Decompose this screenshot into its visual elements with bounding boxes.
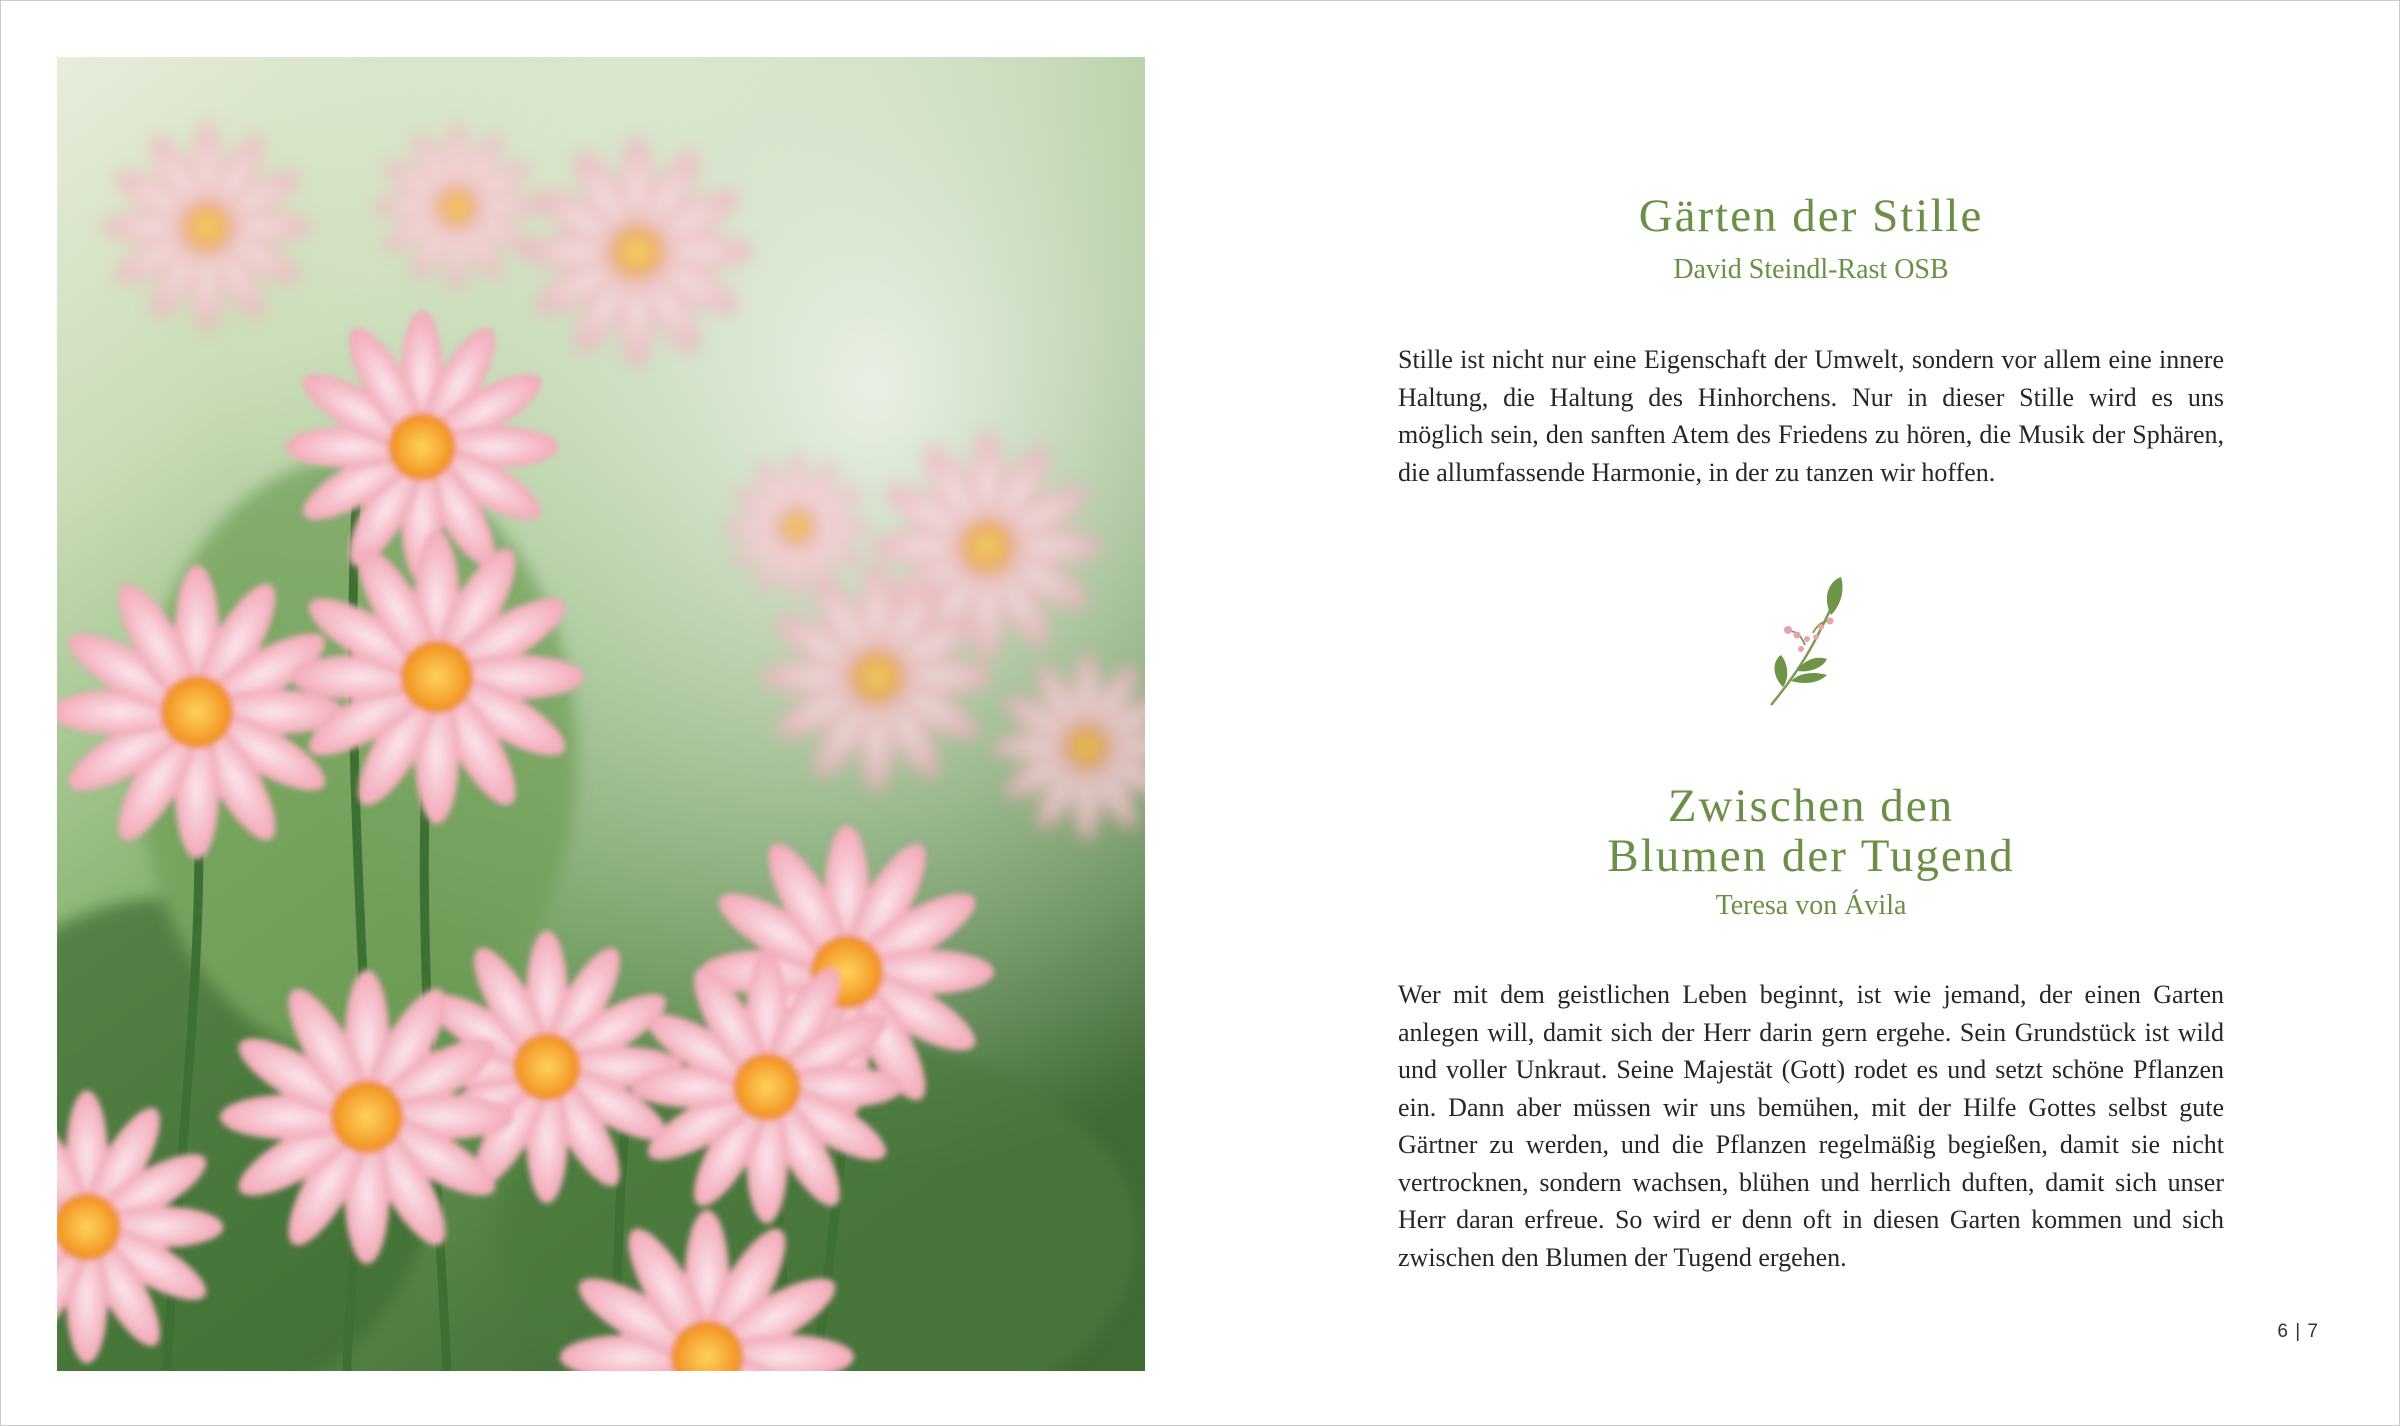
section-title-zwischen-den-blumen (1351, 781, 2271, 881)
section-title-gaerten-der-stille: Gärten der Stille (1638, 190, 1984, 242)
section-author-teresa-von-avila: Teresa von Ávila (1715, 890, 1907, 921)
section-title-line-2: Blumen der Tugend (1607, 830, 2015, 882)
section-title-line-1: Zwischen den (1667, 780, 1955, 832)
page-numbers: 6 | 7 (2277, 1321, 2319, 1342)
section-body-garten: Wer mit dem geistlichen Leben beginnt, ist wie jemand, der einen Garten anlegen will, damit sich der Herr darin gern ergehe. Sein Grundstück ist wild und voller Unkraut. Seine Majestät (Gott) rodet es und setzt schöne Pflanzen ein. Dann aber müssen wir uns bemühen, mit der Hilfe Gottes selbst gute Gärtner zu werden, und die Pflanzen regelmäßig begießen, damit sie nicht vertrocknen, sondern wachsen, blühen und herrlich duften, damit sich unser Herr daran erfreue. So wird er denn oft in diesen Garten kommen und sich zwischen den Blumen der Tugend ergehen. (1398, 980, 2224, 1272)
section-author-steindl-rast: David Steindl-Rast OSB (1673, 254, 1949, 285)
leaf-sprig-icon (1761, 575, 1857, 711)
section-body-stille: Stille ist nicht nur eine Eigenschaft der Umwelt, sondern vor allem eine innere Haltung, die Haltung des Hinhorchens. Nur in dieser Stille wird es uns möglich sein, den sanften Atem des Friedens zu hören, die Musik der Sphären, die allumfassende Harmonie, in der zu tanzen wir hoffen. (1398, 345, 2224, 487)
pink-daisies-photo (57, 57, 1145, 1371)
